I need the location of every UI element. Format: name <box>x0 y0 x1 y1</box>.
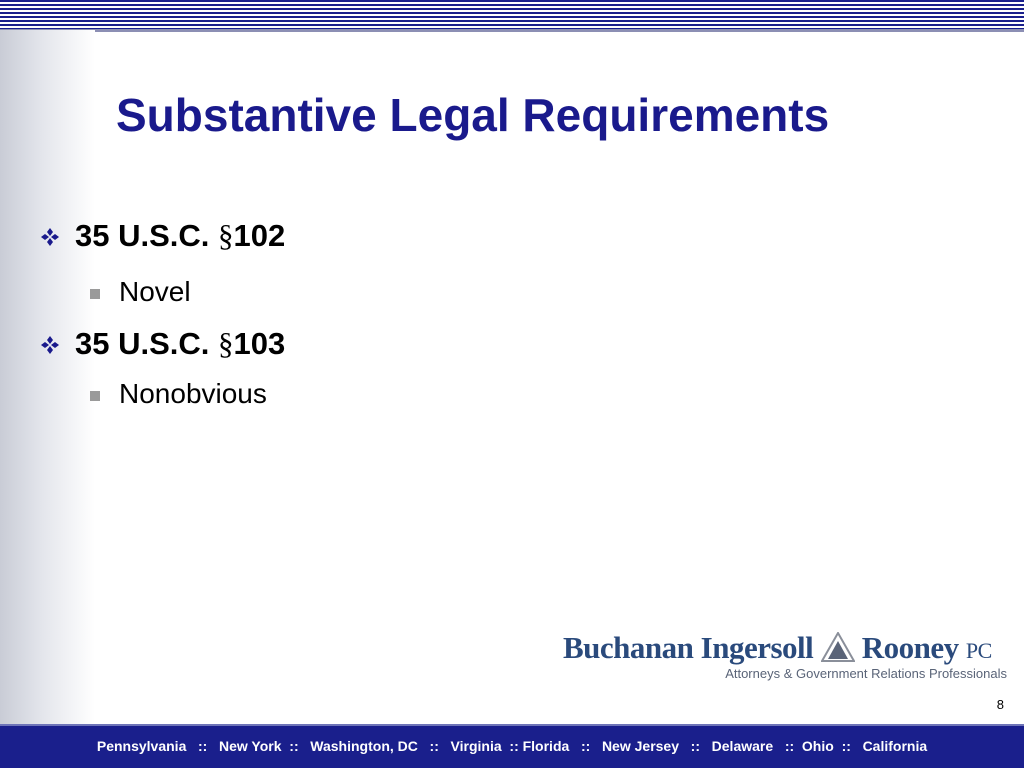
bullet-text: 35 U.S.C. §103 <box>75 326 286 361</box>
four-diamond-icon <box>40 335 60 355</box>
footer-locations: Pennsylvania :: New York :: Washington, DC :: Virginia :: Florida :: New Jersey :: Delaware :: Ohio :: California <box>96 738 928 754</box>
footer-bar <box>0 724 1024 768</box>
header-stripes <box>0 0 1024 32</box>
logo-tagline: Attorneys & Government Relations Professionals <box>725 666 1007 681</box>
firm-logo <box>563 630 1009 684</box>
slide-title: Substantive Legal Requirements <box>116 89 830 141</box>
sub-bullet-text: Novel <box>119 276 191 307</box>
triangle-ampersand-icon <box>821 632 855 662</box>
gray-square-icon <box>90 391 100 401</box>
logo-wordmark: Buchanan Ingersoll Rooney PC <box>563 630 992 665</box>
bullet-text: 35 U.S.C. §102 <box>75 218 286 253</box>
sub-bullet-text: Nonobvious <box>119 378 267 409</box>
gray-square-icon <box>90 289 100 299</box>
four-diamond-icon <box>40 227 60 247</box>
left-gradient-bar <box>0 30 95 724</box>
page-number: 8 <box>996 697 1004 712</box>
